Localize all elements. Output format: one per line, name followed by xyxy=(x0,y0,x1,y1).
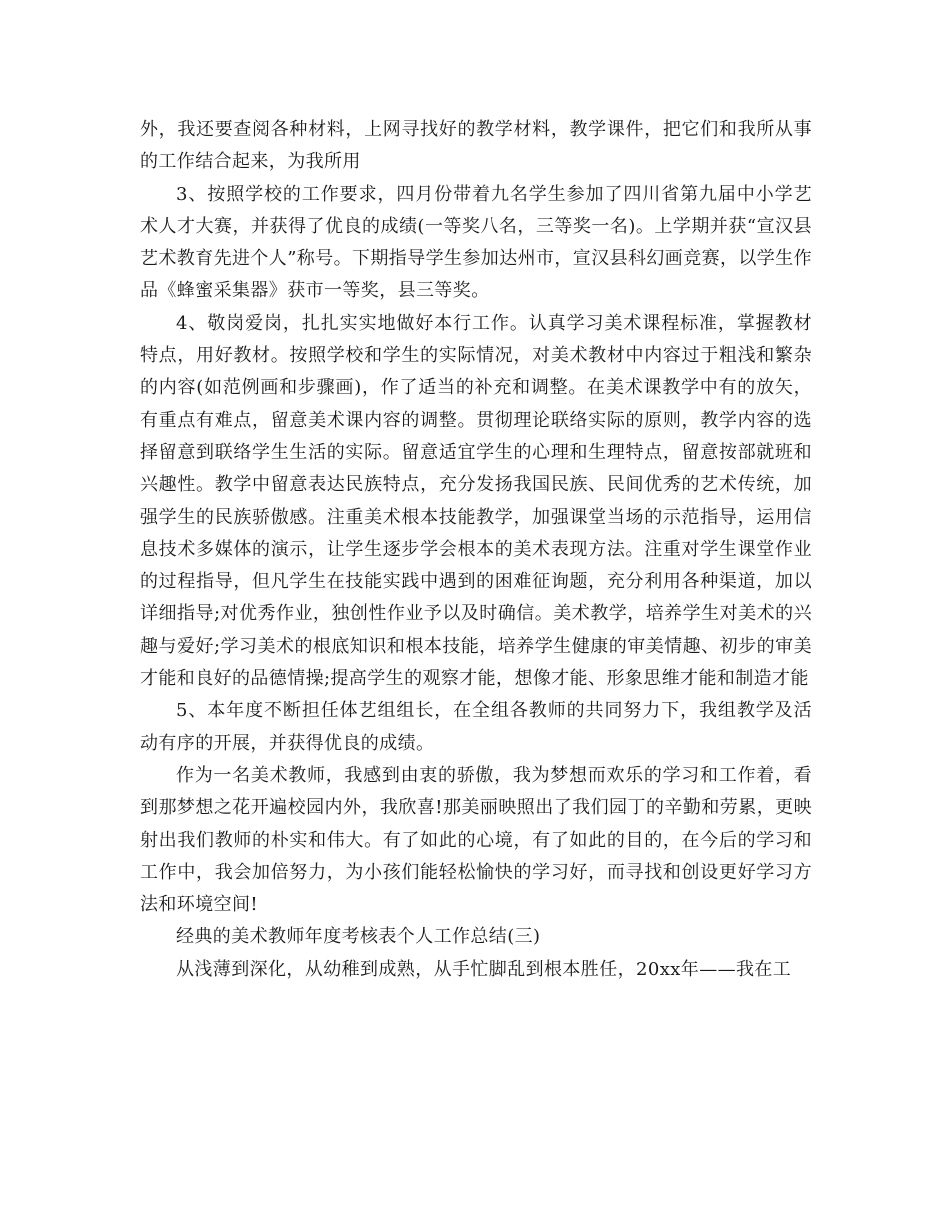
paragraph-item-4: 4、敬岗爱岗，扎扎实实地做好本行工作。认真学习美术课程标准，掌握教材特点，用好教材。按照学校和学生的实际情况，对美术教材中内容过于粗浅和繁杂的内容(如范例画和步骤画)，作了适当的补充和调整。在美术课教学中有的放矢，有重点有难点，留意美术课内容的调整。贯彻理论联络实际的原则，教学内容的选择留意到联络学生生活的实际。留意适宜学生的心理和生理特点，留意按部就班和兴趣性。教学中留意表达民族特点，充分发扬我国民族、民间优秀的艺术传统，加强学生的民族骄傲感。注重美术根本技能教学，加强课堂当场的示范指导，运用信息技术多媒体的演示，让学生逐步学会根本的美术表现方法。注重对学生课堂作业的过程指导，但凡学生在技能实践中遇到的困难征询题，充分利用各种渠道，加以详细指导;对优秀作业，独创性作业予以及时确信。美术教学，培养学生对美术的兴趣与爱好;学习美术的根底知识和根本技能，培养学生健康的审美情趣、初步的审美才能和良好的品德情操;提高学生的观察才能，想像才能、形象思维才能和制造才能 xyxy=(140,312,812,690)
paragraph-section-start: 从浅薄到深化，从幼稚到成熟，从手忙脚乱到根本胜任，20xx年——我在工 xyxy=(176,958,792,980)
paragraph-item-3: 3、按照学校的工作要求，四月份带着九名学生参加了四川省第九届中小学艺术人才大赛，并获得了优良的成绩(一等奖八名，三等奖一名)。上学期并获“宣汉县艺术教育先进个人”称号。下期指导学生参加达州市，宣汉县科幻画竞赛，以学生作品《蜂蜜采集器》获市一等奖，县三等奖。 xyxy=(140,183,812,302)
document-body xyxy=(140,114,812,986)
paragraph-reflection: 作为一名美术教师，我感到由衷的骄傲，我为梦想而欢乐的学习和工作着，看到那梦想之花开遍校园内外，我欣喜!那美丽映照出了我们园丁的辛勤和劳累，更映射出我们教师的朴实和伟大。有了如此的心境，有了如此的目的，在今后的学习和工作中，我会加倍努力，为小孩们能轻松愉快的学习好，而寻找和创设更好学习方法和环境空间! xyxy=(140,764,812,916)
paragraph-continuation: 外，我还要查阅各种材料，上网寻找好的教学材料，教学课件，把它们和我所从事的工作结合起来，为我所用 xyxy=(140,119,812,173)
paragraph-item-5: 5、本年度不断担任体艺组组长，在全组各教师的共同努力下，我组教学及活动有序的开展，并获得优良的成绩。 xyxy=(140,700,812,754)
section-heading: 经典的美术教师年度考核表个人工作总结(三) xyxy=(176,926,541,948)
